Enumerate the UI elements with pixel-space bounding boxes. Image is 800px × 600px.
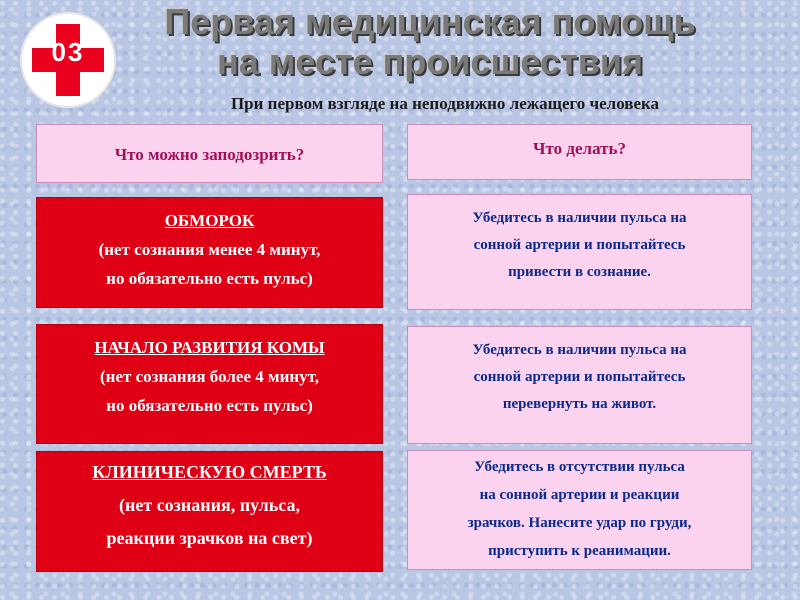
action-text-2b: сонной артерии и попытайтесь	[473, 369, 686, 385]
condition-detail-2a: (нет сознания более 4 минут,	[100, 367, 319, 386]
condition-detail-1b: но обязательно есть пульс)	[106, 269, 313, 288]
action-text-3b: на сонной артерии и реакции	[479, 487, 680, 503]
logo-number: 03	[51, 38, 85, 67]
action-text-2a: Убедитесь в наличии пульса на	[472, 342, 687, 358]
condition-box-3	[36, 451, 383, 572]
action-text-3a: Убедитесь в отсутствии пульса	[474, 459, 685, 475]
subtitle: При первом взгляде на неподвижно лежащего человека	[230, 94, 660, 113]
condition-box-2	[36, 324, 383, 444]
condition-title-3: КЛИНИЧЕСКУЮ СМЕРТЬ	[92, 462, 327, 482]
condition-detail-3a: (нет сознания, пульса,	[118, 495, 301, 515]
action-text-3c: зрачков. Нанесите удар по груди,	[467, 515, 692, 531]
header-action-label: Что делать?	[533, 139, 626, 158]
first-aid-logo	[22, 14, 114, 106]
title-line-1: Первая медицинская помощь	[164, 1, 696, 42]
action-box-3	[407, 450, 752, 570]
header-suspect	[36, 124, 383, 183]
action-text-2c: перевернуть на живот.	[502, 396, 657, 412]
condition-title-1: ОБМОРОК	[164, 211, 255, 230]
condition-box-1	[36, 197, 383, 308]
condition-detail-2b: но обязательно есть пульс)	[106, 396, 313, 415]
condition-detail-1a: (нет сознания менее 4 минут,	[98, 240, 321, 259]
action-text-1c: привести в сознание.	[508, 264, 651, 280]
header-suspect-label: Что можно заподозрить?	[114, 145, 305, 164]
page-title	[120, 2, 740, 82]
condition-detail-3b: реакции зрачков на свет)	[106, 528, 313, 548]
action-text-1b: сонной артерии и попытайтесь	[473, 237, 686, 253]
title-line-2: на месте происшествия	[217, 41, 643, 82]
action-text-3d: приступить к реанимации.	[488, 543, 671, 559]
header-action	[407, 124, 752, 180]
condition-title-2: НАЧАЛО РАЗВИТИЯ КОМЫ	[94, 338, 325, 357]
action-box-2	[407, 326, 752, 444]
action-text-1a: Убедитесь в наличии пульса на	[472, 210, 687, 226]
action-box-1	[407, 194, 752, 310]
